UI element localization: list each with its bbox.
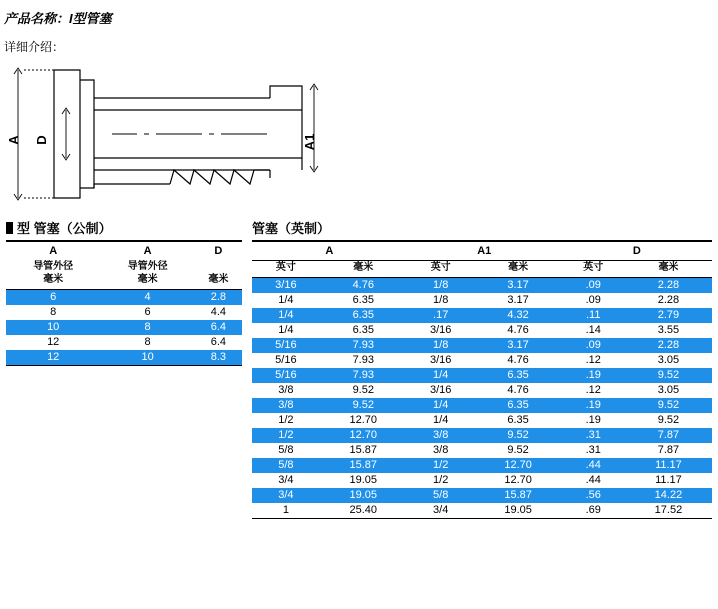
table-cell: 3/16 <box>407 383 475 398</box>
table-row <box>252 458 712 473</box>
table-cell: 1/4 <box>252 293 320 308</box>
table-cell: .12 <box>562 383 625 398</box>
table-cell: 7.93 <box>320 353 407 368</box>
table-cell: 1 <box>252 503 320 518</box>
detail-label: 详细介绍： <box>4 40 65 54</box>
table-cell: 12.70 <box>475 473 562 488</box>
table-cell: 2.28 <box>625 278 712 294</box>
table-cell: 9.52 <box>625 413 712 428</box>
imperial-sub-a-mm: 毫米 <box>353 262 374 273</box>
table-cell: 19.05 <box>320 488 407 503</box>
table-cell: .31 <box>562 443 625 458</box>
table-cell: .19 <box>562 413 625 428</box>
metric-col-a-unit: 毫米 <box>43 274 64 285</box>
table-cell: 3/4 <box>252 473 320 488</box>
table-cell: 2.28 <box>625 293 712 308</box>
imperial-table-body <box>252 278 712 519</box>
table-cell: 2.79 <box>625 308 712 323</box>
bullet-square-icon <box>6 222 13 234</box>
table-cell: 6.35 <box>320 293 407 308</box>
table-cell: .11 <box>562 308 625 323</box>
table-cell: 12 <box>6 350 100 365</box>
imperial-table-bottom-rule <box>252 518 712 519</box>
imperial-table-heading: 管塞（英制） <box>252 221 331 236</box>
table-cell: 3/16 <box>407 353 475 368</box>
table-cell: 14.22 <box>625 488 712 503</box>
table-row <box>252 338 712 353</box>
table-cell: 5/8 <box>407 488 475 503</box>
table-cell: 6.35 <box>475 368 562 383</box>
table-cell: 11.17 <box>625 458 712 473</box>
table-row <box>252 278 712 294</box>
table-cell: .44 <box>562 458 625 473</box>
table-row <box>252 323 712 338</box>
table-cell: 3/4 <box>252 488 320 503</box>
table-cell: 4.32 <box>475 308 562 323</box>
table-cell: 1/2 <box>407 458 475 473</box>
table-cell: 3.17 <box>475 293 562 308</box>
metric-col-a2-unit: 毫米 <box>137 274 158 285</box>
table-cell: .12 <box>562 353 625 368</box>
metric-table <box>6 242 242 365</box>
imperial-group-a: A <box>252 242 407 261</box>
table-row <box>6 335 242 350</box>
table-cell: 1/4 <box>252 323 320 338</box>
table-row <box>252 473 712 488</box>
table-cell: 3/8 <box>252 398 320 413</box>
table-cell: 10 <box>100 350 194 365</box>
table-cell: 9.52 <box>320 383 407 398</box>
imperial-sub-a-inch: 英寸 <box>275 262 296 273</box>
table-cell: 8 <box>6 305 100 320</box>
table-row <box>6 350 242 365</box>
table-cell: .09 <box>562 293 625 308</box>
table-cell: 3.05 <box>625 353 712 368</box>
product-technical-drawing <box>2 58 342 213</box>
table-cell: 9.52 <box>475 443 562 458</box>
table-cell: 5/8 <box>252 458 320 473</box>
table-cell: 7.87 <box>625 428 712 443</box>
metric-col-a2-letter: A <box>143 245 152 257</box>
table-row <box>252 428 712 443</box>
metric-col-d-unit: 毫米 <box>208 274 229 285</box>
table-cell: 1/2 <box>407 473 475 488</box>
table-cell: 6.35 <box>320 308 407 323</box>
table-row <box>252 443 712 458</box>
table-cell: 1/2 <box>252 428 320 443</box>
imperial-table <box>252 242 712 518</box>
table-row <box>252 308 712 323</box>
table-row <box>6 320 242 335</box>
table-cell: 5/16 <box>252 353 320 368</box>
table-cell: 3/4 <box>407 503 475 518</box>
table-row <box>252 488 712 503</box>
table-cell: 12 <box>6 335 100 350</box>
table-row <box>252 353 712 368</box>
table-cell: 3.05 <box>625 383 712 398</box>
table-cell: 15.87 <box>475 488 562 503</box>
table-cell: 3/8 <box>407 428 475 443</box>
table-cell: 12.70 <box>475 458 562 473</box>
table-cell: .31 <box>562 428 625 443</box>
table-row <box>252 368 712 383</box>
table-row <box>252 413 712 428</box>
table-cell: 4.76 <box>475 383 562 398</box>
table-cell: .44 <box>562 473 625 488</box>
page-title: 产品名称：I型管塞 <box>4 11 112 26</box>
table-cell: 7.93 <box>320 338 407 353</box>
table-cell: 15.87 <box>320 443 407 458</box>
table-cell: 8 <box>100 335 194 350</box>
table-cell: 8.3 <box>195 350 242 365</box>
table-cell: 1/4 <box>407 413 475 428</box>
table-cell: .09 <box>562 338 625 353</box>
table-cell: 8 <box>100 320 194 335</box>
table-cell: 9.52 <box>475 428 562 443</box>
table-cell: .14 <box>562 323 625 338</box>
imperial-sub-d-inch: 英寸 <box>583 262 604 273</box>
metric-col-d-desc <box>195 260 242 273</box>
table-cell: 1/4 <box>252 308 320 323</box>
table-cell: .56 <box>562 488 625 503</box>
table-cell: 1/8 <box>407 278 475 294</box>
table-cell: 3.17 <box>475 278 562 294</box>
dimension-label-d: D <box>34 135 49 145</box>
table-cell: 1/8 <box>407 338 475 353</box>
table-cell: 4 <box>100 290 194 306</box>
table-cell: 1/4 <box>407 368 475 383</box>
table-cell: 7.87 <box>625 443 712 458</box>
imperial-sub-a1-inch: 英寸 <box>430 262 451 273</box>
table-cell: 9.52 <box>625 368 712 383</box>
table-cell: 19.05 <box>320 473 407 488</box>
table-row <box>252 503 712 518</box>
table-cell: 6.35 <box>475 413 562 428</box>
table-cell: 1/4 <box>407 398 475 413</box>
table-cell: 6.35 <box>475 398 562 413</box>
table-cell: 3/8 <box>252 383 320 398</box>
table-cell: 3/16 <box>407 323 475 338</box>
metric-table-block <box>6 218 242 366</box>
table-cell: 3/8 <box>407 443 475 458</box>
imperial-sub-d-mm: 毫米 <box>658 262 679 273</box>
table-cell: 12.70 <box>320 428 407 443</box>
imperial-sub-a1-mm: 毫米 <box>508 262 529 273</box>
table-cell: 6 <box>6 290 100 306</box>
table-row <box>252 398 712 413</box>
table-cell: 2.28 <box>625 338 712 353</box>
table-cell: 2.8 <box>195 290 242 306</box>
table-cell: 19.05 <box>475 503 562 518</box>
table-cell: .19 <box>562 368 625 383</box>
table-cell: 17.52 <box>625 503 712 518</box>
table-cell: 4.4 <box>195 305 242 320</box>
table-cell: .69 <box>562 503 625 518</box>
table-cell: .17 <box>407 308 475 323</box>
table-cell: .19 <box>562 398 625 413</box>
table-row <box>6 290 242 306</box>
table-cell: 4.76 <box>475 353 562 368</box>
table-cell: 4.76 <box>320 278 407 294</box>
table-cell: .09 <box>562 278 625 294</box>
metric-col-a2-desc: 导管外径 <box>127 261 168 272</box>
imperial-group-a1: A1 <box>407 242 562 261</box>
imperial-group-d: D <box>562 242 712 261</box>
dimension-label-a: A <box>6 135 21 145</box>
metric-col-a-desc: 导管外径 <box>33 261 74 272</box>
table-cell: 4.76 <box>475 323 562 338</box>
metric-table-body <box>6 290 242 366</box>
table-cell: 3.17 <box>475 338 562 353</box>
table-row <box>252 383 712 398</box>
table-cell: 9.52 <box>320 398 407 413</box>
table-cell: 12.70 <box>320 413 407 428</box>
metric-table-bottom-rule <box>6 365 242 366</box>
metric-col-a-letter: A <box>49 245 58 257</box>
dimension-label-a1: A1 <box>302 133 317 151</box>
table-row <box>252 293 712 308</box>
table-cell: 5/16 <box>252 368 320 383</box>
table-cell: 1/2 <box>252 413 320 428</box>
table-cell: 1/8 <box>407 293 475 308</box>
table-cell: 5/8 <box>252 443 320 458</box>
table-cell: 9.52 <box>625 398 712 413</box>
table-cell: 15.87 <box>320 458 407 473</box>
table-cell: 25.40 <box>320 503 407 518</box>
table-cell: 7.93 <box>320 368 407 383</box>
imperial-table-block <box>252 218 712 519</box>
metric-col-d-letter: D <box>214 245 223 257</box>
table-cell: 6.4 <box>195 320 242 335</box>
table-cell: 3.55 <box>625 323 712 338</box>
table-cell: 5/16 <box>252 338 320 353</box>
table-cell: 6.35 <box>320 323 407 338</box>
table-cell: 6.4 <box>195 335 242 350</box>
table-row <box>6 305 242 320</box>
metric-table-heading: 型 管塞（公制） <box>6 218 242 240</box>
table-cell: 10 <box>6 320 100 335</box>
table-cell: 6 <box>100 305 194 320</box>
table-cell: 3/16 <box>252 278 320 294</box>
table-cell: 11.17 <box>625 473 712 488</box>
